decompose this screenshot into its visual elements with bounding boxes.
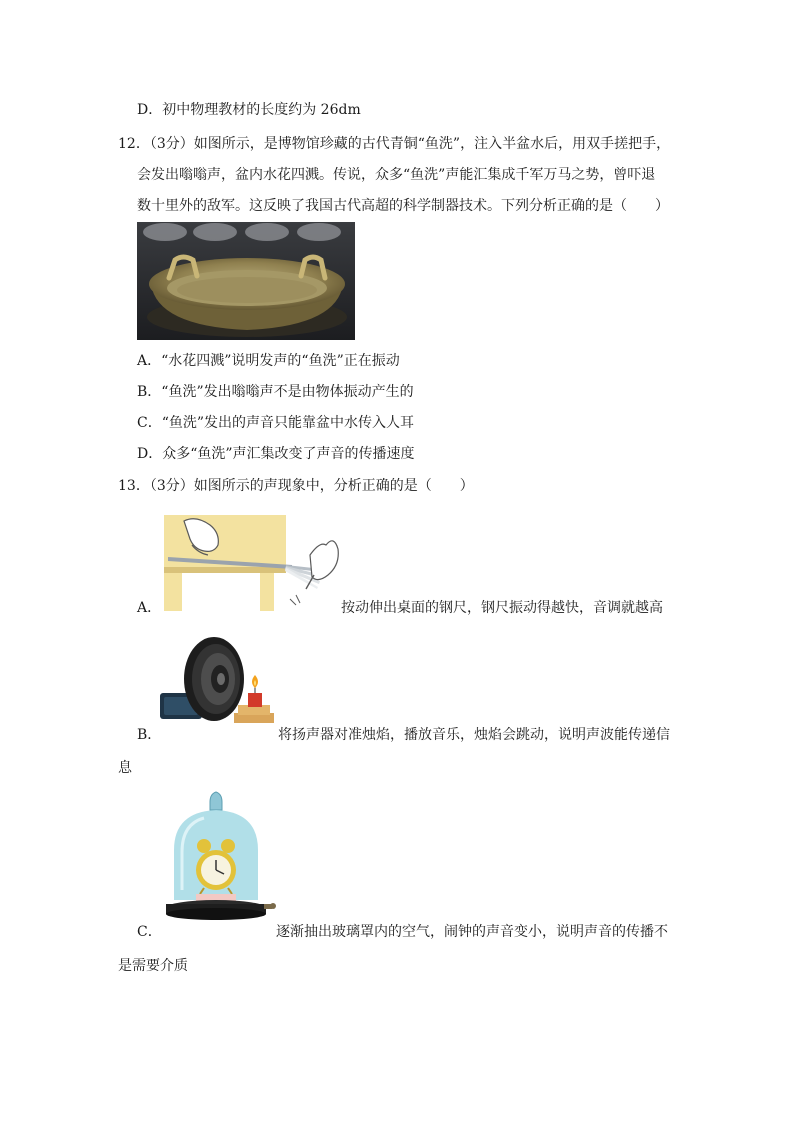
- q13-option-b-text2: 息: [118, 760, 132, 776]
- ruler-on-table-image: [164, 515, 340, 611]
- q12-option-a: A．“水花四溅”说明发声的“鱼洗”正在振动: [137, 353, 400, 369]
- q12-option-c: C．“鱼洗”发出的声音只能靠盆中水传入人耳: [137, 415, 415, 431]
- q13-stem-text: 如图所示的声现象中，分析正确的是（ ）: [193, 478, 474, 494]
- q12-stem-text1: 如图所示，是博物馆珍藏的古代青铜“鱼洗”，注入半盆水后，用双手搓把手，: [193, 136, 671, 152]
- bell-jar-clock-image: [164, 790, 276, 924]
- q13-option-c: [137, 922, 162, 942]
- q13-option-c-text2: 是需要介质: [118, 958, 188, 974]
- q12-stem-line2: 会发出嗡嗡声，盆内水花四溅。传说，众多“鱼洗”声能汇集成千军万马之势，曾吓退: [137, 167, 656, 183]
- q13-score: （3分）: [149, 478, 194, 494]
- q11-option-d: D．初中物理教材的长度约为 26dm: [137, 102, 361, 118]
- q12-number: 12．: [118, 136, 150, 152]
- speaker-candle-image: [158, 635, 278, 725]
- yuxi-basin-image: [137, 222, 355, 340]
- q12-stem-line1: [118, 134, 670, 154]
- q13-option-c-text: 逐渐抽出玻璃罩内的空气，闹钟的声音变小，说明声音的传播不: [276, 924, 668, 940]
- q13-option-a-text: 按动伸出桌面的钢尺，钢尺振动得越快，音调就越高: [341, 600, 663, 616]
- q13-option-a: [137, 598, 161, 618]
- q13-option-a-letter: A．: [137, 600, 162, 616]
- q13-option-b-letter: B．: [137, 727, 162, 743]
- q13-number: 13．: [118, 478, 150, 494]
- q13-stem: [118, 476, 474, 496]
- q12-option-d: D．众多“鱼洗”声汇集改变了声音的传播速度: [137, 446, 415, 462]
- q13-option-b: [137, 725, 161, 745]
- q13-option-b-text: 将扬声器对准烛焰，播放音乐，烛焰会跳动，说明声波能传递信: [278, 727, 670, 743]
- q13-option-c-letter: C．: [137, 924, 162, 940]
- q12-option-b: B．“鱼洗”发出嗡嗡声不是由物体振动产生的: [137, 384, 414, 400]
- q12-score: （3分）: [149, 136, 194, 152]
- q12-stem-line3: 数十里外的敌军。这反映了我国古代高超的科学制器技术。下列分析正确的是（ ）: [137, 198, 669, 214]
